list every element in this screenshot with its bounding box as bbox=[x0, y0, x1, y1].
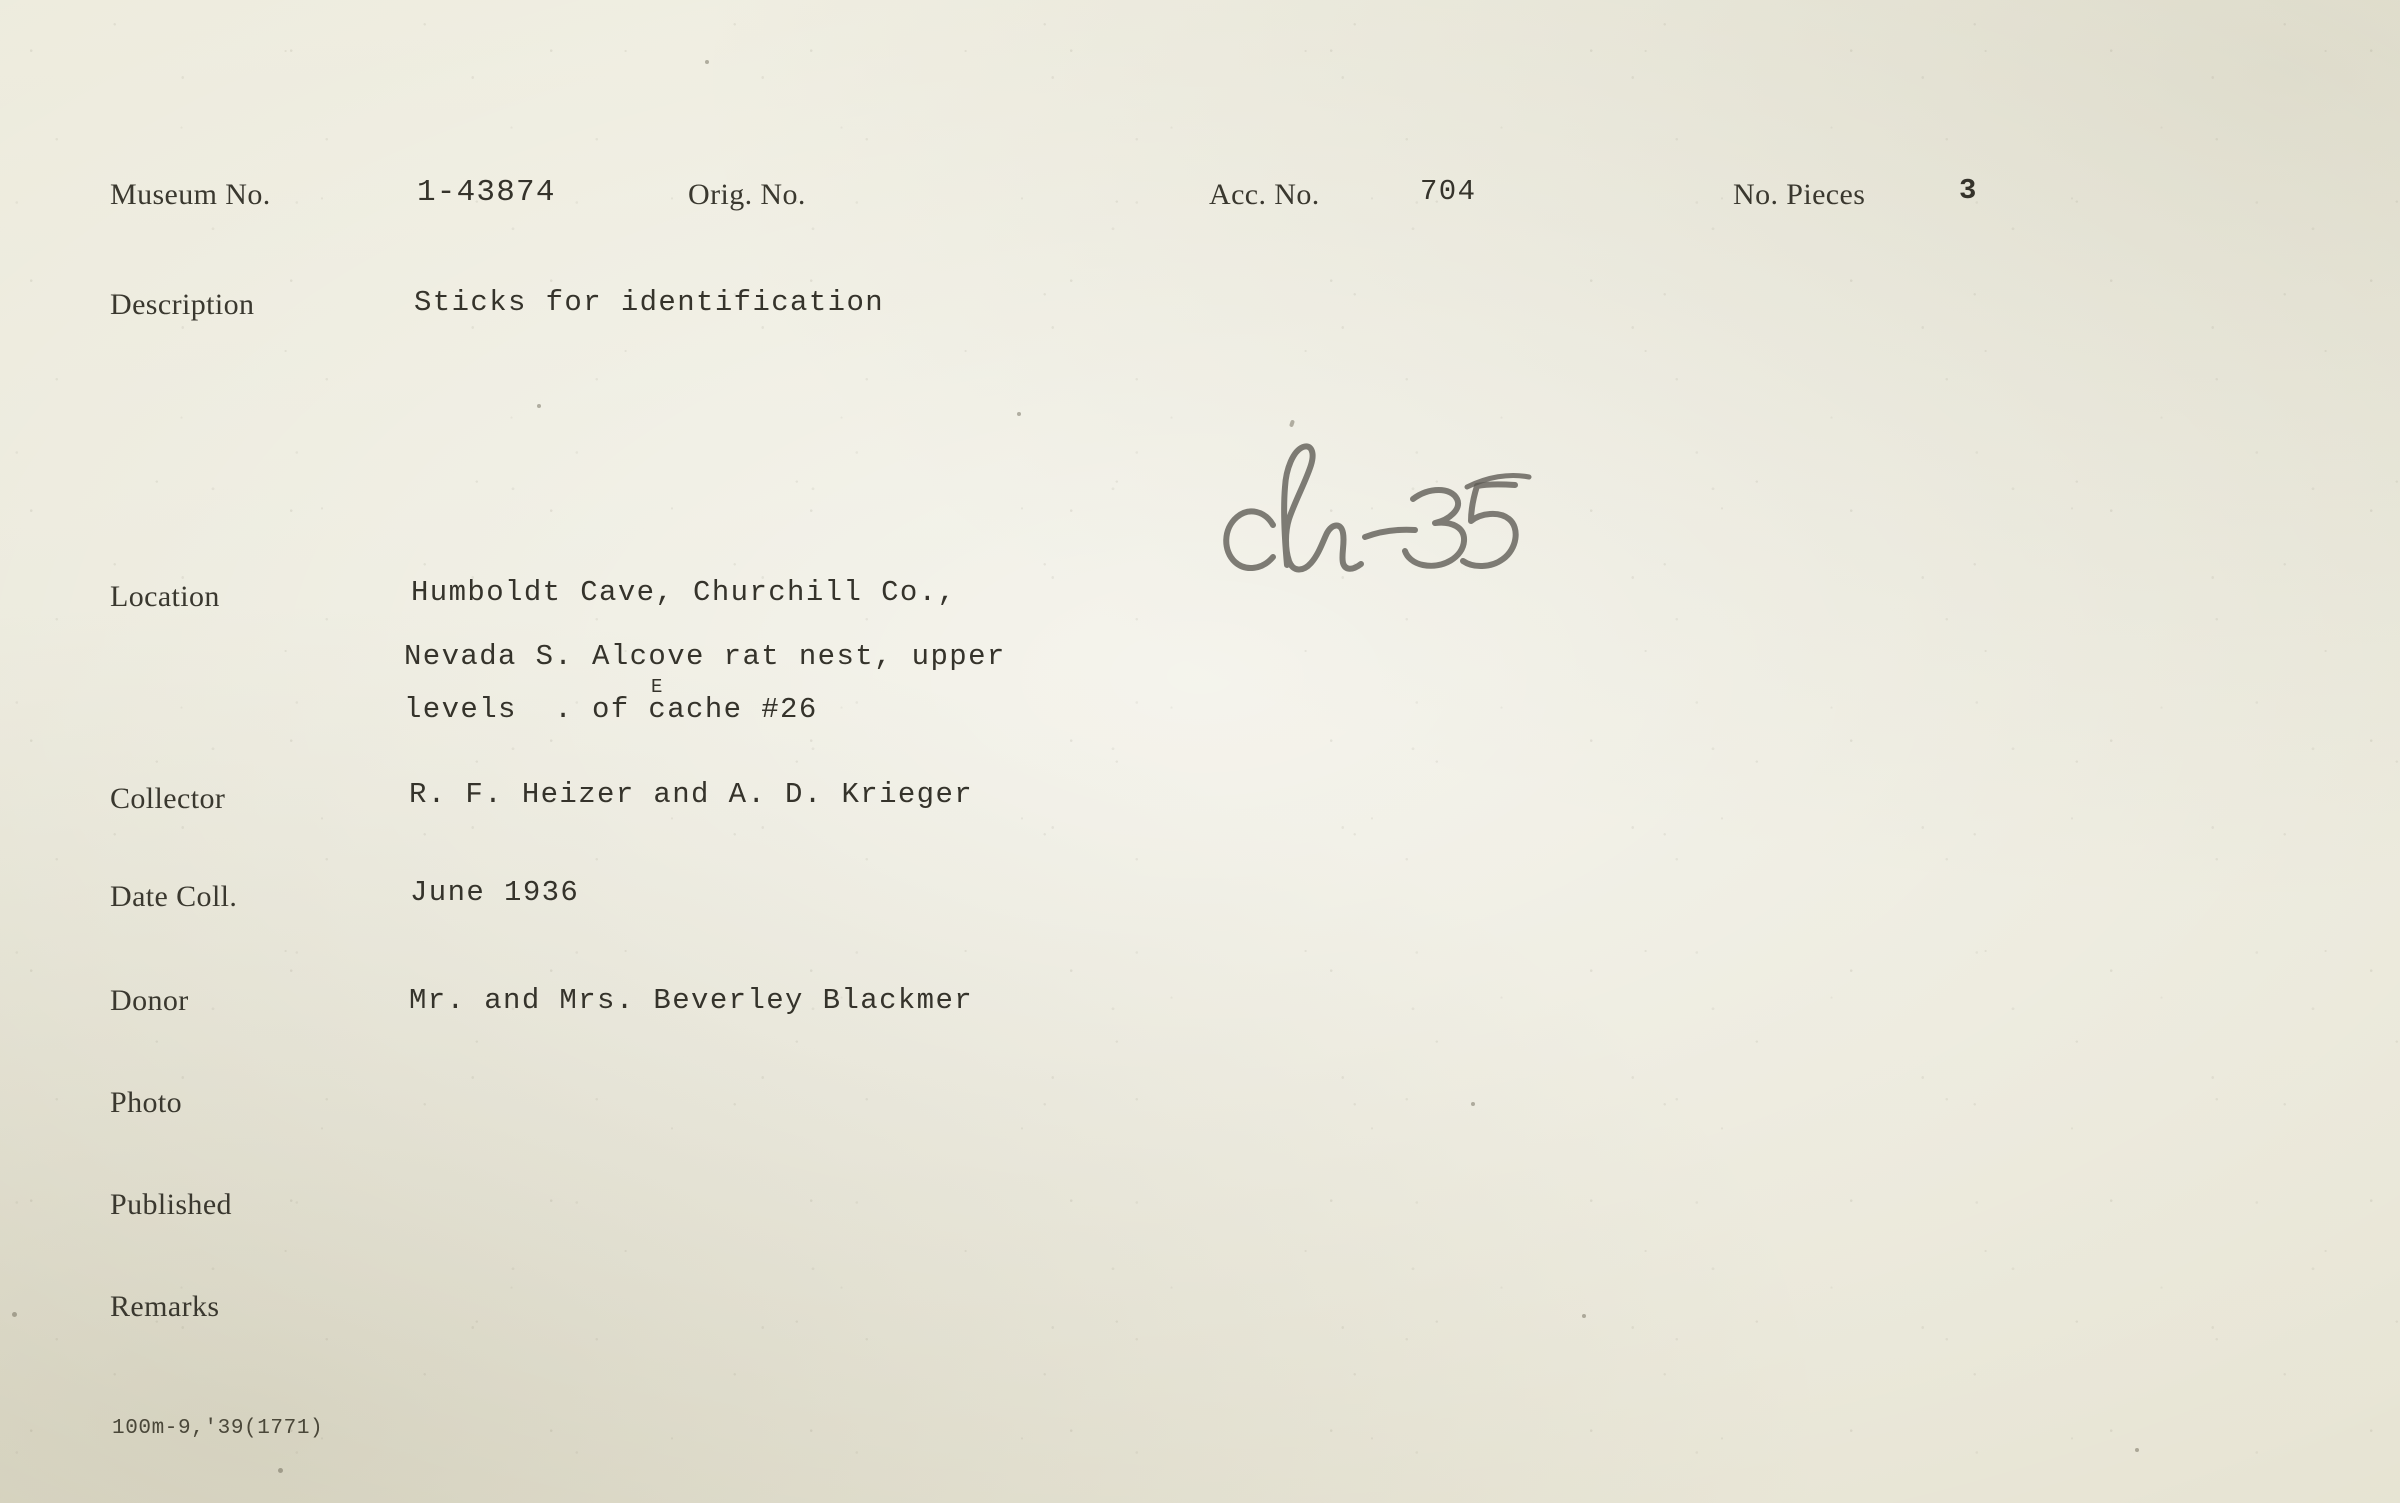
paper-speck bbox=[1289, 420, 1295, 428]
no-pieces-value: 3 bbox=[1959, 174, 1978, 207]
location-label: Location bbox=[110, 580, 220, 613]
paper-speck bbox=[1017, 412, 1021, 416]
paper-speck bbox=[12, 1312, 17, 1317]
form-code-footer: 100m-9,'39(1771) bbox=[112, 1417, 324, 1440]
donor-label: Donor bbox=[110, 984, 189, 1017]
location-superscript-e: E bbox=[651, 676, 663, 698]
photo-label: Photo bbox=[110, 1086, 183, 1119]
orig-no-label: Orig. No. bbox=[688, 178, 806, 211]
paper-speck bbox=[1582, 1314, 1586, 1318]
no-pieces-label: No. Pieces bbox=[1733, 178, 1866, 211]
paper-speck bbox=[2135, 1448, 2139, 1452]
description-value: Sticks for identification bbox=[414, 286, 885, 319]
location-value-line-3: levels . of cache #26 bbox=[404, 693, 818, 726]
museum-no-value: 1-43874 bbox=[417, 175, 556, 210]
donor-value: Mr. and Mrs. Beverley Blackmer bbox=[409, 984, 974, 1017]
description-label: Description bbox=[110, 288, 255, 321]
date-coll-label: Date Coll. bbox=[110, 880, 238, 913]
date-coll-value: June 1936 bbox=[410, 876, 580, 909]
handwritten-annotation bbox=[1215, 425, 1575, 615]
location-value-line-2: Nevada S. Alcove rat nest, upper bbox=[404, 640, 1006, 673]
remarks-label: Remarks bbox=[110, 1290, 220, 1323]
paper-speck bbox=[278, 1468, 283, 1473]
paper-speck bbox=[537, 404, 541, 408]
location-value-line-1: Humboldt Cave, Churchill Co., bbox=[411, 576, 957, 609]
paper-speck bbox=[705, 60, 709, 64]
acc-no-label: Acc. No. bbox=[1209, 178, 1320, 211]
collector-value: R. F. Heizer and A. D. Krieger bbox=[409, 778, 974, 811]
collector-label: Collector bbox=[110, 782, 226, 815]
acc-no-value: 704 bbox=[1420, 175, 1477, 208]
museum-no-label: Museum No. bbox=[110, 178, 271, 211]
published-label: Published bbox=[110, 1188, 232, 1221]
paper-speck bbox=[1471, 1102, 1475, 1106]
